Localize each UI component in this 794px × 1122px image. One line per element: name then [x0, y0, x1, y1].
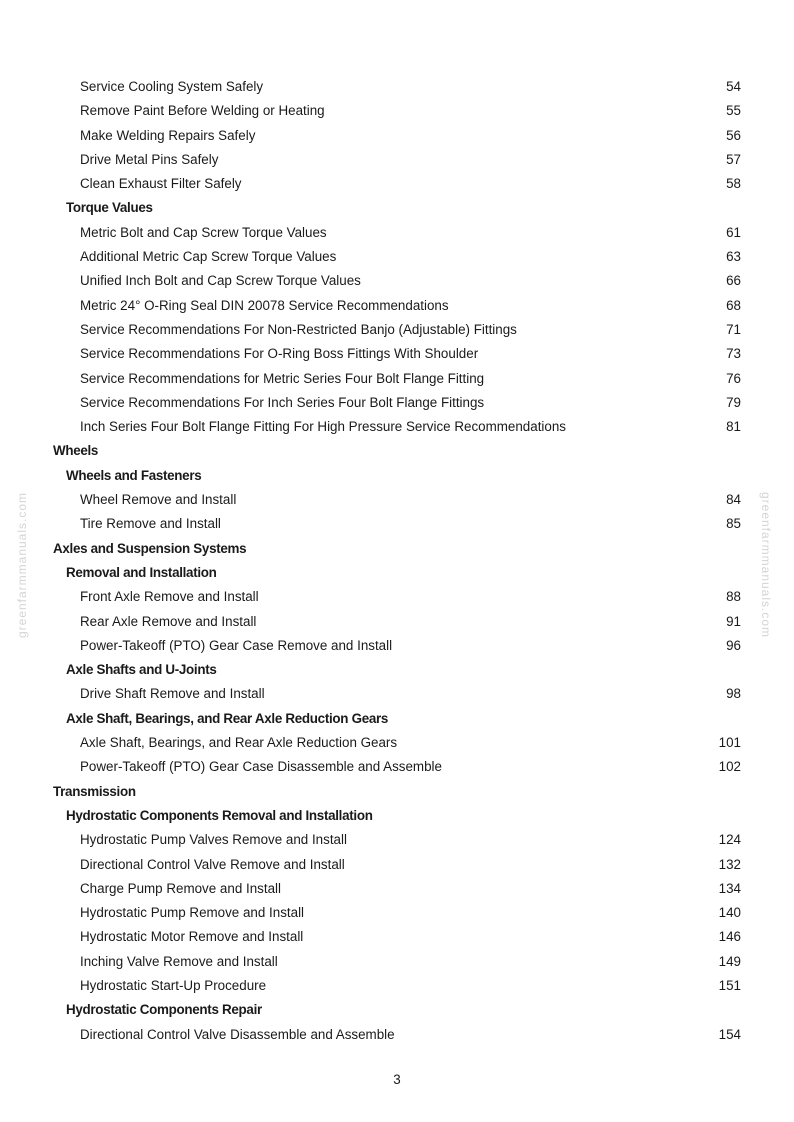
toc-entry[interactable]: [0, 415, 794, 439]
toc-entry[interactable]: [0, 828, 794, 852]
toc-entry-page-number: 134: [718, 880, 741, 896]
toc-entry-title: Service Recommendations for Metric Series Four Bolt Flange Fitting: [80, 370, 485, 386]
toc-chapter: [0, 537, 794, 561]
toc-chapter-title: Transmission: [53, 783, 136, 799]
toc-entry[interactable]: [0, 318, 794, 342]
toc-entry-title: Rear Axle Remove and Install: [80, 613, 257, 629]
toc-entry-title: Drive Shaft Remove and Install: [80, 686, 265, 702]
toc-section: [0, 804, 794, 828]
toc-entry-page-number: 56: [726, 127, 741, 143]
toc-section: [0, 561, 794, 585]
toc-entry-title: Additional Metric Cap Screw Torque Values: [80, 249, 337, 265]
toc-entry[interactable]: [0, 269, 794, 293]
toc-entry-page-number: 101: [718, 735, 741, 751]
toc-entry[interactable]: [0, 75, 794, 99]
toc-section-title: Axle Shafts and U-Joints: [66, 662, 217, 678]
toc-section-title: Wheels and Fasteners: [66, 467, 202, 483]
toc-entry-title: Service Recommendations For Non-Restricted Banjo (Adjustable) Fittings: [80, 321, 517, 337]
toc-entry-title: Metric 24° O-Ring Seal DIN 20078 Service Recommendations: [80, 297, 449, 313]
toc-entry-title: Wheel Remove and Install: [80, 492, 237, 508]
toc-entry[interactable]: [0, 877, 794, 901]
toc-entry-title: Hydrostatic Pump Remove and Install: [80, 905, 305, 921]
toc-chapter: [0, 780, 794, 804]
toc-entry-page-number: 79: [726, 394, 741, 410]
toc-entry[interactable]: [0, 488, 794, 512]
toc-entry-page-number: 154: [718, 1026, 741, 1042]
toc-entry-title: Hydrostatic Start-Up Procedure: [80, 977, 267, 993]
toc-entry-page-number: 54: [726, 79, 741, 94]
toc-entry-page-number: 102: [718, 759, 741, 775]
toc-section: [0, 196, 794, 220]
toc-section-title: Removal and Installation: [66, 564, 217, 580]
toc-entry[interactable]: [0, 925, 794, 949]
toc-entry-page-number: 61: [726, 224, 741, 240]
toc-entry-title: Make Welding Repairs Safely: [80, 127, 256, 143]
toc-chapter-title: Wheels: [53, 443, 99, 459]
toc-entry-title: Metric Bolt and Cap Screw Torque Values: [80, 224, 327, 240]
toc-entry-title: Directional Control Valve Remove and Install: [80, 856, 345, 872]
toc-entry-page-number: 84: [726, 492, 741, 508]
toc-entry[interactable]: [0, 755, 794, 779]
toc-entry-title: Directional Control Valve Disassemble and Assemble: [80, 1026, 395, 1042]
toc-chapter-title: Axles and Suspension Systems: [53, 540, 247, 556]
toc-entry-title: Hydrostatic Motor Remove and Install: [80, 929, 304, 945]
toc-entry-page-number: 91: [726, 613, 741, 629]
toc-entry-page-number: 55: [726, 103, 741, 119]
toc-entry-page-number: 85: [726, 516, 741, 532]
table-of-contents: [0, 75, 794, 1047]
page-number: 3: [393, 1072, 401, 1087]
toc-entry-page-number: 63: [726, 249, 741, 265]
toc-entry-title: Service Recommendations For Inch Series Four Bolt Flange Fittings: [80, 394, 485, 410]
toc-entry-page-number: 66: [726, 273, 741, 289]
toc-entry-page-number: 96: [726, 637, 741, 653]
toc-entry-page-number: 98: [726, 686, 741, 702]
toc-entry-title: Unified Inch Bolt and Cap Screw Torque Values: [80, 273, 361, 289]
toc-entry-title: Power-Takeoff (PTO) Gear Case Disassemble and Assemble: [80, 759, 442, 775]
watermark-right: greenfarmmanuals.com: [759, 491, 773, 639]
toc-section: [0, 707, 794, 731]
toc-entry-page-number: 140: [718, 905, 741, 921]
toc-entry[interactable]: [0, 853, 794, 877]
toc-entry-page-number: 81: [726, 419, 741, 435]
toc-entry[interactable]: [0, 391, 794, 415]
toc-entry[interactable]: [0, 342, 794, 366]
toc-section: [0, 998, 794, 1022]
toc-entry-title: Inch Series Four Bolt Flange Fitting For High Pressure Service Recommendations: [80, 419, 566, 435]
toc-entry-page-number: 76: [726, 370, 741, 386]
toc-entry[interactable]: [0, 950, 794, 974]
toc-section-title: Torque Values: [66, 200, 153, 216]
toc-entry-title: Power-Takeoff (PTO) Gear Case Remove and Install: [80, 637, 393, 653]
toc-entry[interactable]: [0, 172, 794, 196]
toc-entry-page-number: 71: [726, 321, 741, 337]
toc-entry[interactable]: [0, 585, 794, 609]
toc-entry-title: Tire Remove and Install: [80, 516, 221, 532]
toc-entry[interactable]: [0, 682, 794, 706]
toc-entry-page-number: 132: [718, 856, 741, 872]
toc-section-title: Hydrostatic Components Removal and Installation: [66, 807, 373, 823]
toc-entry-title: Remove Paint Before Welding or Heating: [80, 103, 325, 119]
toc-entry[interactable]: [0, 148, 794, 172]
toc-entry[interactable]: [0, 731, 794, 755]
toc-entry[interactable]: [0, 974, 794, 998]
toc-entry-page-number: 57: [726, 151, 741, 167]
toc-entry-title: Front Axle Remove and Install: [80, 589, 259, 605]
toc-entry-title: Axle Shaft, Bearings, and Rear Axle Reduction Gears: [80, 735, 398, 751]
toc-entry[interactable]: [0, 221, 794, 245]
toc-entry-title: Hydrostatic Pump Valves Remove and Install: [80, 832, 347, 848]
toc-entry[interactable]: [0, 901, 794, 925]
toc-chapter: [0, 439, 794, 463]
toc-entry-title: Drive Metal Pins Safely: [80, 151, 219, 167]
toc-entry-page-number: 73: [726, 346, 741, 362]
toc-entry-title: Service Recommendations For O-Ring Boss Fittings With Shoulder: [80, 346, 479, 362]
toc-entry-title: Clean Exhaust Filter Safely: [80, 176, 242, 192]
toc-entry[interactable]: [0, 99, 794, 123]
toc-entry-page-number: 58: [726, 176, 741, 192]
toc-entry-title: Service Cooling System Safely: [80, 79, 264, 94]
toc-section-title: Axle Shaft, Bearings, and Rear Axle Reduction Gears: [66, 710, 389, 726]
toc-entry-page-number: 146: [718, 929, 741, 945]
watermark-left: greenfarmmanuals.com: [15, 491, 29, 639]
toc-entry-page-number: 68: [726, 297, 741, 313]
toc-entry[interactable]: [0, 634, 794, 658]
toc-entry-title: Charge Pump Remove and Install: [80, 880, 281, 896]
toc-entry[interactable]: [0, 512, 794, 536]
toc-section-title: Hydrostatic Components Repair: [66, 1002, 262, 1018]
toc-entry[interactable]: [0, 245, 794, 269]
toc-entry-page-number: 88: [726, 589, 741, 605]
toc-entry-page-number: 124: [718, 832, 741, 848]
toc-entry-page-number: 151: [718, 977, 741, 993]
toc-entry[interactable]: [0, 1023, 794, 1047]
toc-entry[interactable]: [0, 367, 794, 391]
toc-section: [0, 464, 794, 488]
toc-entry-page-number: 149: [718, 953, 741, 969]
toc-section: [0, 658, 794, 682]
toc-entry[interactable]: [0, 610, 794, 634]
toc-entry[interactable]: [0, 294, 794, 318]
toc-entry[interactable]: [0, 124, 794, 148]
toc-entry-title: Inching Valve Remove and Install: [80, 953, 278, 969]
